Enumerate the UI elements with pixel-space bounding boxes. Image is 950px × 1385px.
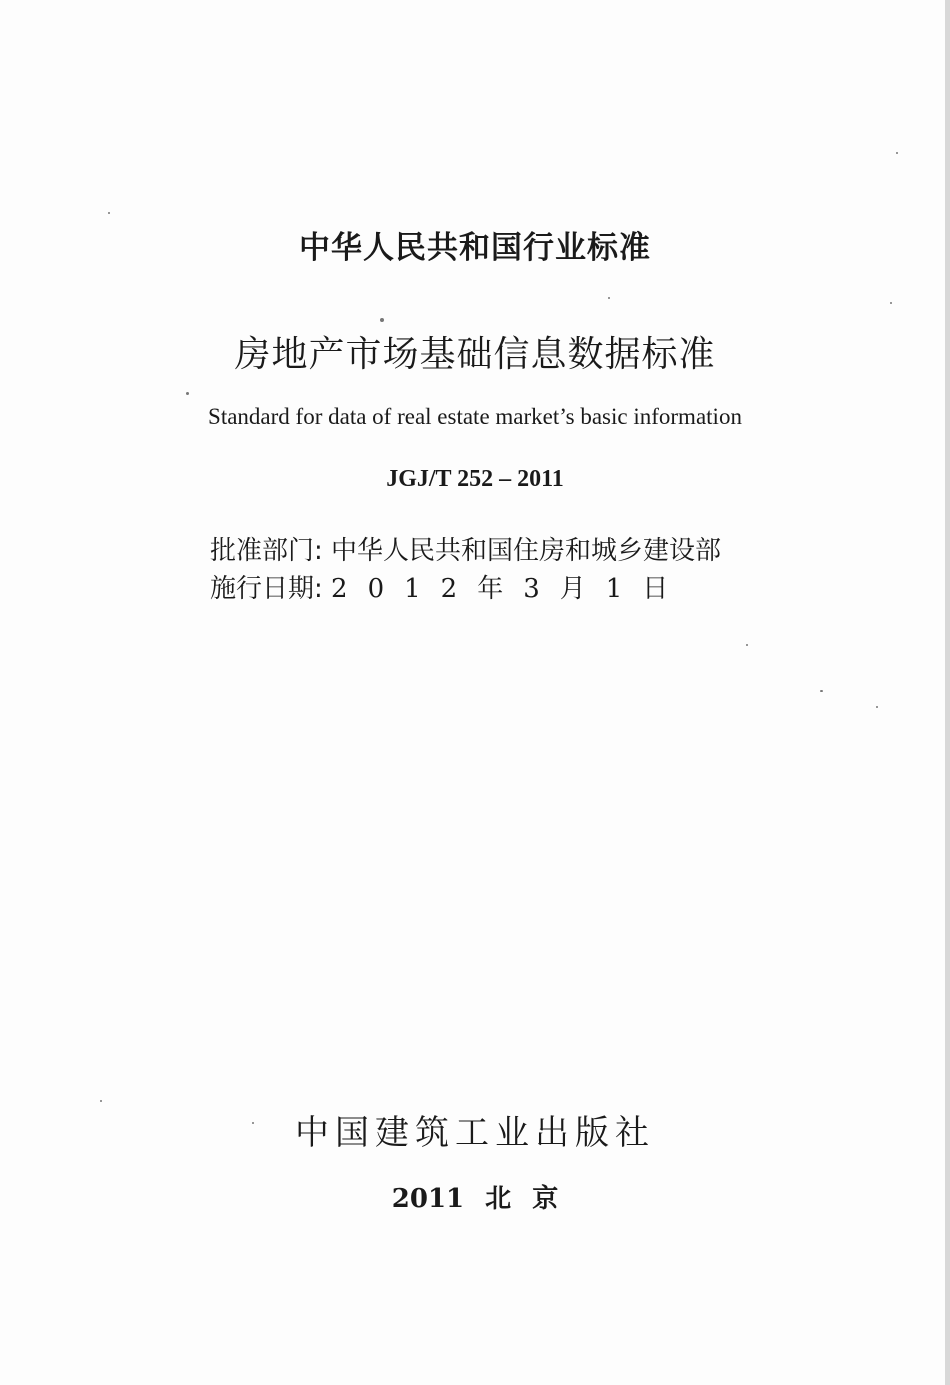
publisher-name: 中国建筑工业出版社 — [295, 1113, 655, 1153]
effective-date-value: 2012年3月1日 — [331, 574, 689, 604]
effective-date-label: 施行日期: — [210, 574, 323, 604]
scan-speck — [746, 644, 748, 646]
scan-speck — [820, 690, 823, 692]
approval-line — [210, 530, 721, 567]
approval-label: 批准部门: — [210, 536, 323, 566]
scan-speck — [876, 706, 878, 708]
scan-speck — [380, 318, 384, 322]
approval-value: 中华人民共和国住房和城乡建设部 — [331, 536, 722, 566]
scan-speck — [608, 297, 610, 299]
standard-title-english: Standard for data of real estate market’s basic information — [208, 404, 742, 429]
scan-speck — [896, 152, 898, 154]
series-title: 中华人民共和国行业标准 — [299, 230, 651, 266]
standard-code: JGJ/T 252 – 2011 — [386, 466, 564, 492]
standard-title-chinese: 房地产市场基础信息数据标准 — [234, 334, 716, 375]
scan-speck — [252, 1122, 254, 1124]
effective-date-line — [210, 568, 688, 605]
scan-speck — [100, 1100, 102, 1102]
publication-place-year: 2011 北 京 — [391, 1184, 559, 1214]
scan-speck — [890, 302, 892, 304]
scan-speck — [108, 212, 110, 214]
scan-speck — [186, 392, 189, 395]
